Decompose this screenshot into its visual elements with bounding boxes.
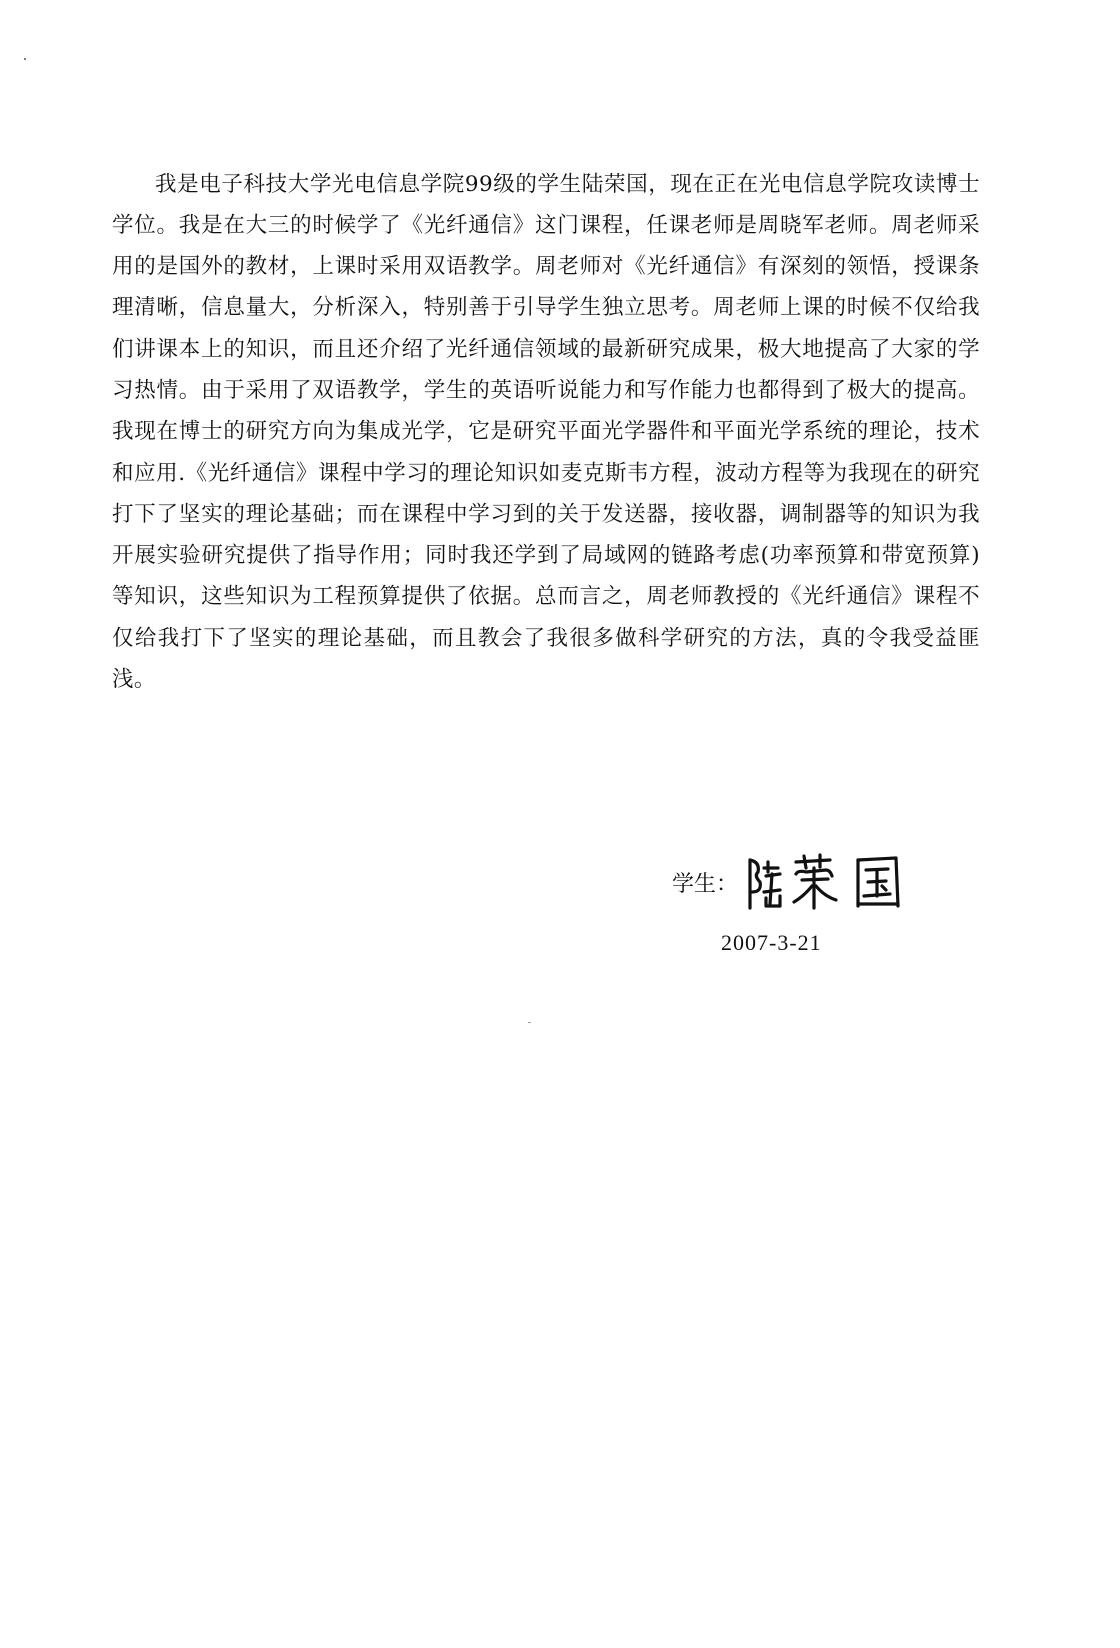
scan-speck [24,58,26,60]
scan-speck [528,1022,531,1023]
signature-label: 学生： [672,871,739,897]
signature-date: 2007-3-21 [721,930,822,955]
letter-body: 我是电子科技大学光电信息学院99级的学生陆荣国，现在正在光电信息学院攻读博士学位。我是在大三的时候学了《光纤通信》这门课程，任课老师是周晓军老师。周老师采用的是国外的教材，上课时采用双语教学。周老师对《光纤通信》有深刻的领悟，授课条理清晰，信息量大，分析深入，特别善于引导学生独立思考。周老师上课的时候不仅给我们讲课本上的知识，而且还介绍了光纤通信领域的最新研究成果，极大地提高了大家的学习热情。由于采用了双语教学，学生的英语听说能力和写作能力也都得到了极大的提高。我现在博士的研究方向为集成光学，它是研究平面光学器件和平面光学系统的理论，技术和应用.《光纤通信》课程中学习的理论知识如麦克斯韦方程，波动方程等为我现在的研究打下了坚实的理论基础；而在课程中学习到的关于发送器，接收器，调制器等的知识为我开展实验研究提供了指导作用；同时我还学到了局域网的链路考虑(功率预算和带宽预算)等知识，这些知识为工程预算提供了依据。总而言之，周老师教授的《光纤通信》课程不仅给我打下了坚实的理论基础，而且教会了我很多做科学研究的方法，真的令我受益匪浅。 [112,171,980,693]
handwritten-signature [746,852,946,912]
signature-block [672,852,946,912]
